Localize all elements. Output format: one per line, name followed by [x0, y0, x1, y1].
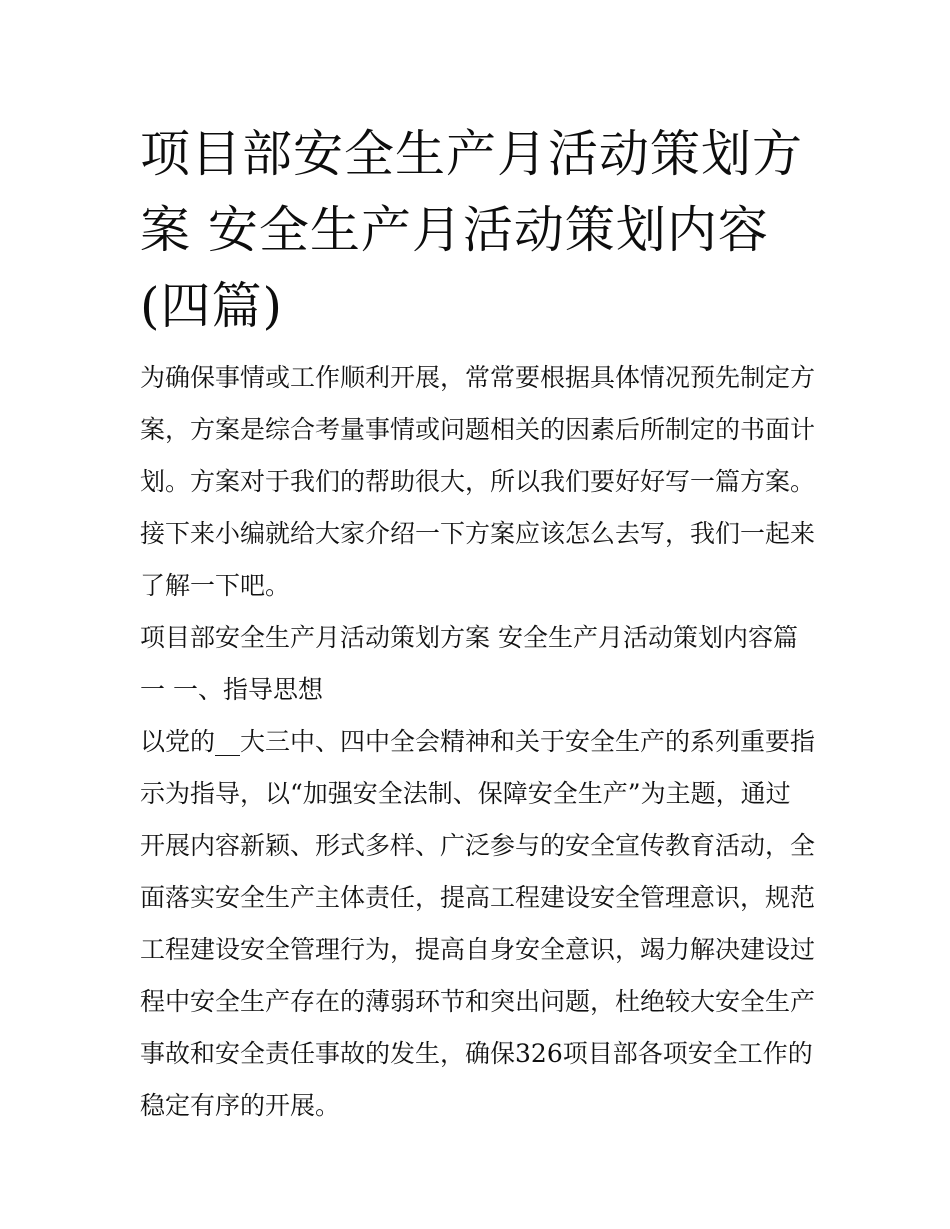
intro-paragraph: 为确保事情或工作顺利开展，常常要根据具体情况预先制定方案，方案是综合考量事情或问题相关的因素后所制定的书面计划。方案对于我们的帮助很大，所以我们要好好写一篇方案。接下来小编就给大家介绍一下方案应该怎么去写，我们一起来了解一下吧。 [140, 363, 816, 600]
guiding-thought-paragraph: 以党的__大三中、四中全会精神和关于安全生产的系列重要指示为指导，以“加强安全法制、保障安全生产”为主题，通过开展内容新颖、形式多样、广泛参与的安全宣传教育活动，全面落实安全生产主体责任，提高工程建设安全管理意识，规范工程建设安全管理行为，提高自身安全意识，竭力解决建设过程中安全生产存在的薄弱环节和突出问题，杜绝较大安全生产事故和安全责任事故的发生，确保326项目部各项安全工作的稳定有序的开展。 [140, 727, 816, 1120]
document-title: 项目部安全生产月活动策划方案 安全生产月活动策划内容(四篇) [140, 125, 803, 335]
document-body [140, 352, 815, 1132]
section-heading: 项目部安全生产月活动策划方案 安全生产月活动策划内容篇一 一、指导思想 [140, 623, 798, 704]
